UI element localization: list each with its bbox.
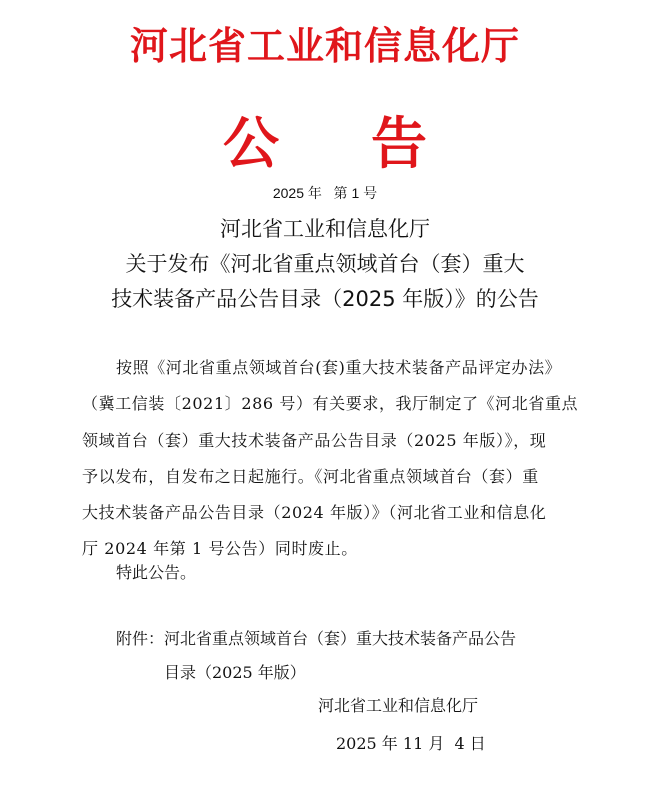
document-title-line-3: 技术装备产品公告目录（2025 年版）》的公告 bbox=[111, 287, 539, 311]
notice-heading-char-2: 告 bbox=[371, 111, 427, 177]
document-title bbox=[0, 212, 650, 317]
body-line: 厅 2024 年第 1 号公告）同时废止。 bbox=[82, 539, 358, 559]
document-title-line-2: 关于发布《河北省重点领域首台（套）重大 bbox=[125, 252, 525, 276]
signature-organization: 河北省工业和信息化厅 bbox=[318, 696, 479, 715]
notice-heading bbox=[0, 111, 650, 177]
body-line: （冀工信装〔2021〕286 号）有关要求，我厅制定了《河北省重点 bbox=[82, 394, 579, 414]
issuing-organization-header: 河北省工业和信息化厅 bbox=[129, 23, 520, 68]
attachment-line-2: 目录（2025 年版） bbox=[164, 663, 306, 682]
body-line: 大技术装备产品公告目录（2024 年版）》（河北省工业和信息化 bbox=[82, 503, 547, 523]
document-title-line-1: 河北省工业和信息化厅 bbox=[220, 217, 430, 241]
notice-heading-char-1: 公 bbox=[223, 111, 279, 177]
body-line: 领域首台（套）重大技术装备产品公告目录（2025 年版）》，现 bbox=[82, 430, 547, 450]
closing-statement: 特此公告。 bbox=[116, 563, 197, 582]
signature-date: 2025 年 11 月 4 日 bbox=[336, 734, 486, 753]
body-line: 予以发布，自发布之日起施行。《河北省重点领域首台（套）重 bbox=[82, 466, 539, 486]
body-line: 按照《河北省重点领域首台(套)重大技术装备产品评定办法》 bbox=[116, 358, 562, 377]
document-number: 2025 年 第 1 号 bbox=[272, 185, 378, 201]
notice-body bbox=[82, 350, 582, 568]
attachment-line-1: 附件：河北省重点领域首台（套）重大技术装备产品公告 bbox=[116, 629, 517, 648]
attachment-note bbox=[116, 622, 516, 690]
